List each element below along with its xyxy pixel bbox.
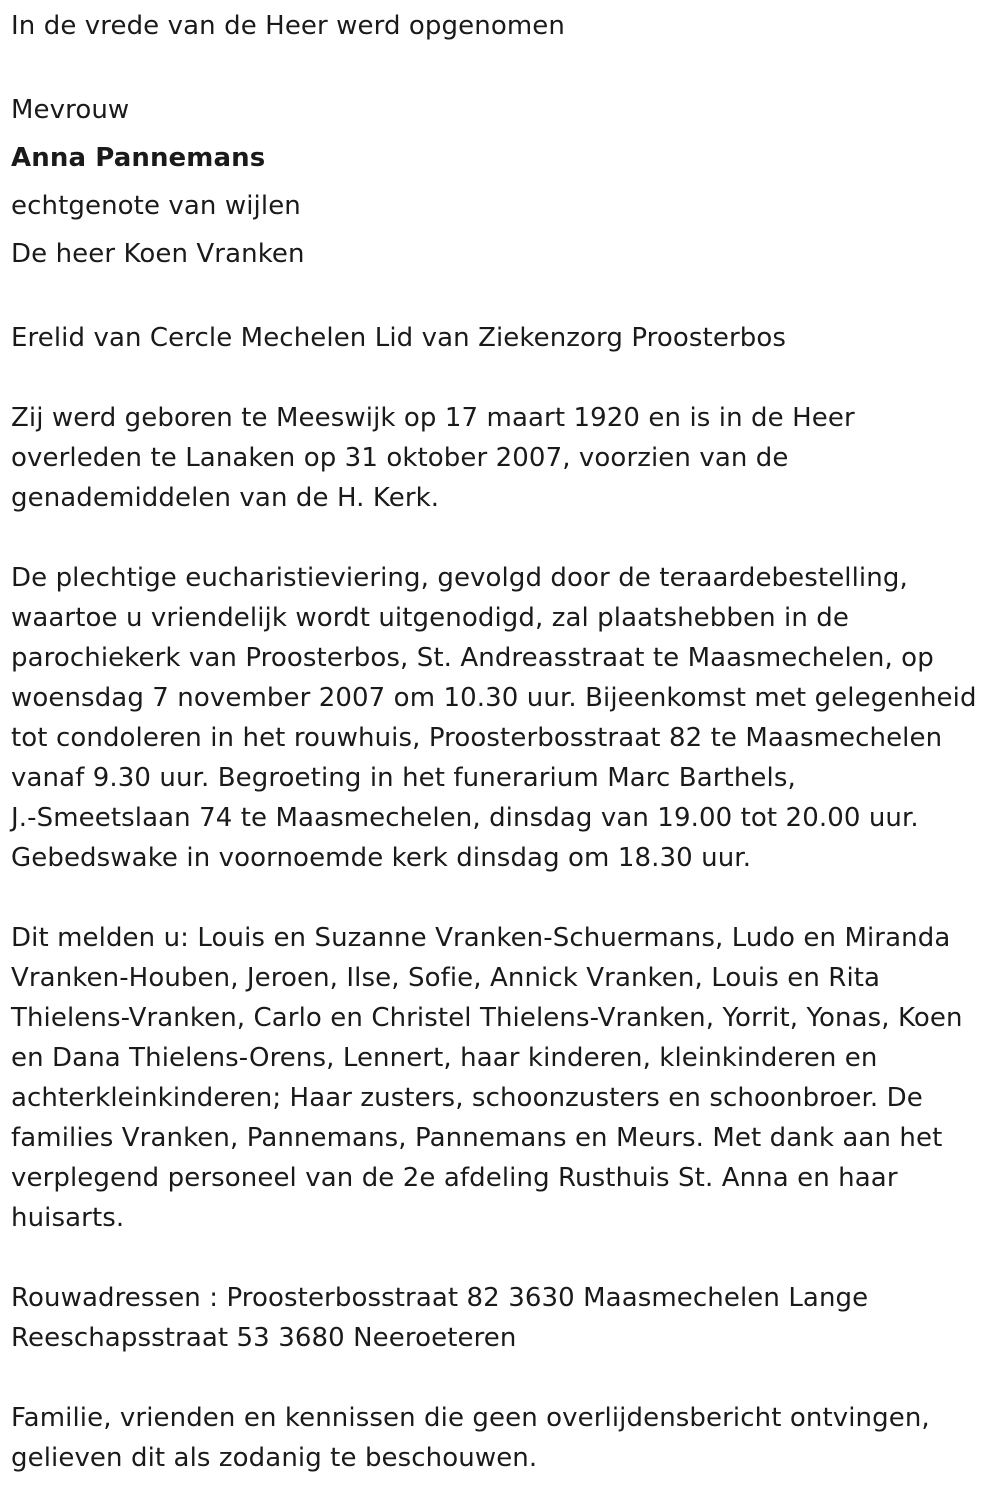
- spacer: [11, 278, 991, 318]
- paragraph-line: Dit melden u: Louis en Suzanne Vranken-Schuermans, Ludo en Miranda: [11, 923, 951, 953]
- paragraph-line: genademiddelen van de H. Kerk.: [11, 483, 440, 513]
- spacer: [11, 518, 991, 558]
- paragraph-line: overleden te Lanaken op 31 oktober 2007, voorzien van de: [11, 443, 789, 473]
- paragraph-line: De plechtige eucharistieviering, gevolgd door de teraardebestelling,: [11, 563, 908, 593]
- closing-paragraph: [11, 1398, 991, 1478]
- paragraph-line: waartoe u vriendelijk wordt uitgenodigd, zal plaatshebben in de: [11, 603, 849, 633]
- paragraph-line: en Dana Thielens-Orens, Lennert, haar kinderen, kleinkinderen en: [11, 1043, 878, 1073]
- paragraph-line: families Vranken, Pannemans, Pannemans en Meurs. Met dank aan het: [11, 1123, 943, 1153]
- membership-line: Erelid van Cercle Mechelen Lid van Ziekenzorg Proosterbos: [11, 323, 786, 353]
- paragraph-line: woensdag 7 november 2007 om 10.30 uur. Bijeenkomst met gelegenheid: [11, 683, 977, 713]
- addresses-paragraph: [11, 1278, 991, 1358]
- relation-line: echtgenote van wijlen: [11, 191, 301, 221]
- spacer: [11, 1358, 991, 1398]
- paragraph-line: Reeschapsstraat 53 3680 Neeroeteren: [11, 1323, 517, 1353]
- paragraph-line: verplegend personeel van de 2e afdeling Rusthuis St. Anna en haar: [11, 1163, 898, 1193]
- spacer: [11, 878, 991, 918]
- death-notice: [11, 6, 991, 1478]
- paragraph-line: Rouwadressen : Proosterbosstraat 82 3630 Maasmechelen Lange: [11, 1283, 869, 1313]
- birth-death-paragraph: [11, 398, 991, 518]
- ceremony-paragraph: [11, 558, 991, 878]
- deceased-name: Anna Pannemans: [11, 143, 266, 173]
- paragraph-line: vanaf 9.30 uur. Begroeting in het funerarium Marc Barthels,: [11, 763, 796, 793]
- paragraph-line: Gebedswake in voornoemde kerk dinsdag om 18.30 uur.: [11, 843, 752, 873]
- spacer: [11, 358, 991, 398]
- spacer: [11, 46, 991, 86]
- paragraph-line: achterkleinkinderen; Haar zusters, schoonzusters en schoonbroer. De: [11, 1083, 923, 1113]
- paragraph-line: Familie, vrienden en kennissen die geen overlijdensbericht ontvingen,: [11, 1403, 930, 1433]
- paragraph-line: parochiekerk van Proosterbos, St. Andreasstraat te Maasmechelen, op: [11, 643, 934, 673]
- paragraph-line: Vranken-Houben, Jeroen, Ilse, Sofie, Annick Vranken, Louis en Rita: [11, 963, 881, 993]
- paragraph-line: J.-Smeetslaan 74 te Maasmechelen, dinsdag van 19.00 tot 20.00 uur.: [11, 803, 919, 833]
- spouse-line: De heer Koen Vranken: [11, 239, 305, 269]
- salutation: Mevrouw: [11, 95, 130, 125]
- paragraph-line: gelieven dit als zodanig te beschouwen.: [11, 1443, 538, 1473]
- paragraph-line: Thielens-Vranken, Carlo en Christel Thielens-Vranken, Yorrit, Yonas, Koen: [11, 1003, 963, 1033]
- paragraph-line: tot condoleren in het rouwhuis, Proosterbosstraat 82 te Maasmechelen: [11, 723, 943, 753]
- intro-line: In de vrede van de Heer werd opgenomen: [11, 11, 565, 41]
- announcers-paragraph: [11, 918, 991, 1238]
- paragraph-line: huisarts.: [11, 1203, 125, 1233]
- spacer: [11, 1238, 991, 1278]
- paragraph-line: Zij werd geboren te Meeswijk op 17 maart 1920 en is in de Heer: [11, 403, 855, 433]
